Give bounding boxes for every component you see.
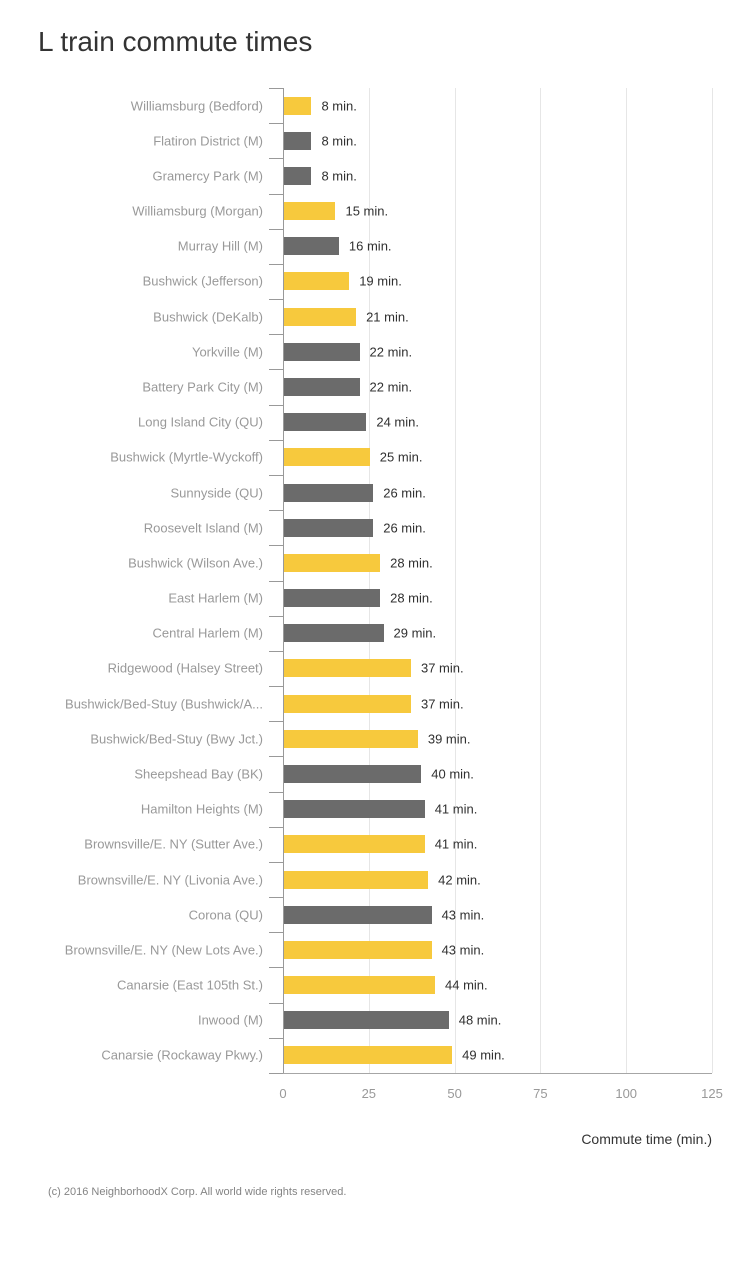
bar[interactable]	[284, 202, 335, 220]
category-label: East Harlem (M)	[168, 590, 263, 606]
value-label: 44 min.	[445, 977, 488, 993]
y-axis-tick	[269, 475, 283, 476]
bar[interactable]	[284, 237, 339, 255]
chart-row	[177, 229, 712, 264]
category-label: Bushwick (Wilson Ave.)	[128, 555, 263, 571]
category-label: Williamsburg (Morgan)	[132, 203, 263, 219]
category-label: Battery Park City (M)	[142, 379, 263, 395]
bar[interactable]	[284, 765, 421, 783]
category-label: Gramercy Park (M)	[152, 168, 263, 184]
gridline-x-125	[712, 88, 713, 1073]
chart-row	[168, 581, 712, 616]
bar[interactable]	[284, 800, 425, 818]
bar[interactable]	[284, 343, 360, 361]
x-tick-label-25: 25	[361, 1086, 377, 1101]
plot-area	[64, 88, 712, 1073]
y-axis-tick	[269, 862, 283, 863]
value-label: 28 min.	[390, 555, 433, 571]
y-axis-tick	[269, 545, 283, 546]
x-tick-label-125: 125	[701, 1086, 723, 1101]
category-label: Bushwick (Myrtle-Wyckoff)	[110, 449, 263, 465]
chart-row	[170, 475, 712, 510]
category-label: Bushwick (DeKalb)	[153, 309, 263, 325]
y-axis-tick	[269, 756, 283, 757]
bar[interactable]	[284, 378, 360, 396]
y-axis-tick	[269, 264, 283, 265]
x-tick-label-75: 75	[533, 1086, 548, 1101]
bar[interactable]	[284, 695, 411, 713]
bar[interactable]	[284, 871, 428, 889]
bar[interactable]	[284, 448, 370, 466]
x-tick-label-0: 0	[279, 1086, 287, 1101]
value-label: 22 min.	[369, 344, 413, 360]
chart-row	[132, 194, 712, 229]
y-axis-tick	[269, 651, 283, 652]
chart-row	[191, 334, 712, 369]
y-axis-tick	[269, 229, 283, 230]
chart-row	[65, 686, 712, 721]
chart-row	[110, 440, 712, 475]
value-label: 43 min.	[441, 942, 485, 958]
value-label: 21 min.	[366, 309, 409, 325]
category-label: Roosevelt Island (M)	[143, 520, 263, 536]
bar[interactable]	[284, 132, 311, 150]
y-axis-tick	[269, 616, 283, 617]
bar[interactable]	[284, 97, 311, 115]
chart-row	[77, 862, 712, 897]
category-label: Yorkville (M)	[191, 344, 263, 360]
category-label: Bushwick/Bed-Stuy (Bushwick/A...	[65, 696, 263, 712]
bar[interactable]	[284, 272, 349, 290]
value-label: 43 min.	[441, 907, 485, 923]
chart-row	[142, 369, 712, 404]
y-axis-tick	[269, 827, 283, 828]
bar[interactable]	[284, 1011, 449, 1029]
value-label: 28 min.	[390, 590, 433, 606]
y-axis-tick	[269, 721, 283, 722]
value-label: 22 min.	[369, 379, 413, 395]
y-axis-tick	[269, 194, 283, 195]
category-label: Williamsburg (Bedford)	[130, 98, 263, 114]
chart-row	[197, 1003, 712, 1038]
y-axis-tick	[269, 510, 283, 511]
category-label: Flatiron District (M)	[153, 133, 263, 149]
value-label: 19 min.	[359, 273, 402, 289]
chart-row	[117, 967, 712, 1002]
chart-row	[90, 721, 712, 756]
bar[interactable]	[284, 554, 380, 572]
value-label: 26 min.	[383, 485, 426, 501]
y-axis-tick	[269, 932, 283, 933]
category-label: Bushwick/Bed-Stuy (Bwy Jct.)	[90, 731, 263, 747]
bar[interactable]	[284, 484, 373, 502]
category-label: Brownsville/E. NY (Sutter Ave.)	[84, 836, 263, 852]
value-label: 40 min.	[431, 766, 474, 782]
category-label: Brownsville/E. NY (New Lots Ave.)	[64, 942, 263, 958]
y-axis-tick	[269, 967, 283, 968]
y-axis-tick	[269, 405, 283, 406]
y-axis-tick	[269, 1003, 283, 1004]
category-label: Bushwick (Jefferson)	[142, 273, 263, 289]
chart-row	[130, 88, 712, 123]
chart-row	[153, 123, 712, 158]
bar[interactable]	[284, 906, 432, 924]
value-label: 8 min.	[321, 168, 357, 184]
x-tick-label-50: 50	[447, 1086, 462, 1101]
copyright: (c) 2016 NeighborhoodX Corp. All world wide rights reserved.	[48, 1186, 347, 1198]
category-label: Long Island City (QU)	[138, 414, 263, 430]
value-label: 29 min.	[393, 625, 437, 641]
chart-title: L train commute times	[38, 26, 313, 57]
bar[interactable]	[284, 519, 373, 537]
chart-row	[152, 616, 712, 651]
value-label: 16 min.	[348, 238, 392, 254]
bar[interactable]	[284, 976, 435, 994]
category-label: Brownsville/E. NY (Livonia Ave.)	[77, 872, 263, 887]
y-axis-tick	[269, 369, 283, 370]
bar[interactable]	[284, 589, 380, 607]
chart-row	[142, 264, 712, 299]
category-label: Canarsie (Rockaway Pkwy.)	[101, 1047, 263, 1063]
category-label: Murray Hill (M)	[177, 238, 263, 254]
value-label: 37 min.	[420, 696, 464, 712]
y-axis-tick	[269, 792, 283, 793]
bar[interactable]	[284, 1046, 452, 1064]
chart-row	[107, 651, 712, 686]
chart-row	[101, 1038, 712, 1073]
bar[interactable]	[284, 413, 366, 431]
y-axis-tick	[269, 299, 283, 300]
value-label: 24 min.	[376, 414, 419, 430]
bar[interactable]	[284, 941, 432, 959]
value-label: 41 min.	[434, 801, 478, 817]
value-label: 49 min.	[462, 1047, 505, 1063]
value-label: 15 min.	[345, 203, 389, 219]
chart-row	[64, 932, 712, 967]
value-label: 8 min.	[321, 98, 357, 114]
value-label: 8 min.	[321, 133, 357, 149]
chart-row	[188, 897, 712, 932]
value-label: 25 min.	[379, 449, 423, 465]
chart-row	[138, 405, 712, 440]
chart-row	[84, 827, 712, 862]
chart-row	[134, 756, 712, 791]
bar[interactable]	[284, 659, 411, 677]
value-label: 39 min.	[427, 731, 471, 747]
chart-row	[153, 299, 712, 334]
value-label: 48 min.	[458, 1012, 502, 1028]
bar[interactable]	[284, 835, 425, 853]
category-label: Sunnyside (QU)	[170, 485, 263, 501]
y-axis-tick	[269, 686, 283, 687]
bar[interactable]	[284, 308, 356, 326]
y-axis-tick	[269, 88, 283, 89]
x-axis-line	[269, 1073, 712, 1074]
chart-row	[140, 792, 712, 827]
chart-row	[143, 510, 712, 545]
x-axis-title: Commute time (min.)	[581, 1131, 712, 1147]
value-label: 41 min.	[434, 836, 478, 852]
category-label: Ridgewood (Halsey Street)	[107, 660, 263, 676]
y-axis-tick	[269, 334, 283, 335]
category-label: Canarsie (East 105th St.)	[117, 977, 263, 993]
bar[interactable]	[284, 624, 384, 642]
y-axis-tick	[269, 123, 283, 124]
y-axis-tick	[269, 158, 283, 159]
value-label: 26 min.	[383, 520, 426, 536]
bar[interactable]	[284, 167, 311, 185]
y-axis-tick	[269, 897, 283, 898]
category-label: Corona (QU)	[188, 907, 263, 923]
chart-row	[128, 545, 712, 580]
value-label: 37 min.	[420, 660, 464, 676]
y-axis-tick	[269, 1038, 283, 1039]
category-label: Central Harlem (M)	[152, 625, 263, 641]
value-label: 42 min.	[438, 872, 481, 887]
chart-row	[152, 158, 712, 193]
category-label: Hamilton Heights (M)	[140, 801, 263, 817]
y-axis-tick	[269, 1073, 283, 1074]
y-axis-tick	[269, 440, 283, 441]
bar[interactable]	[284, 730, 418, 748]
category-label: Inwood (M)	[197, 1012, 263, 1028]
x-tick-label-100: 100	[615, 1086, 638, 1101]
y-axis-tick	[269, 581, 283, 582]
category-label: Sheepshead Bay (BK)	[134, 766, 263, 782]
